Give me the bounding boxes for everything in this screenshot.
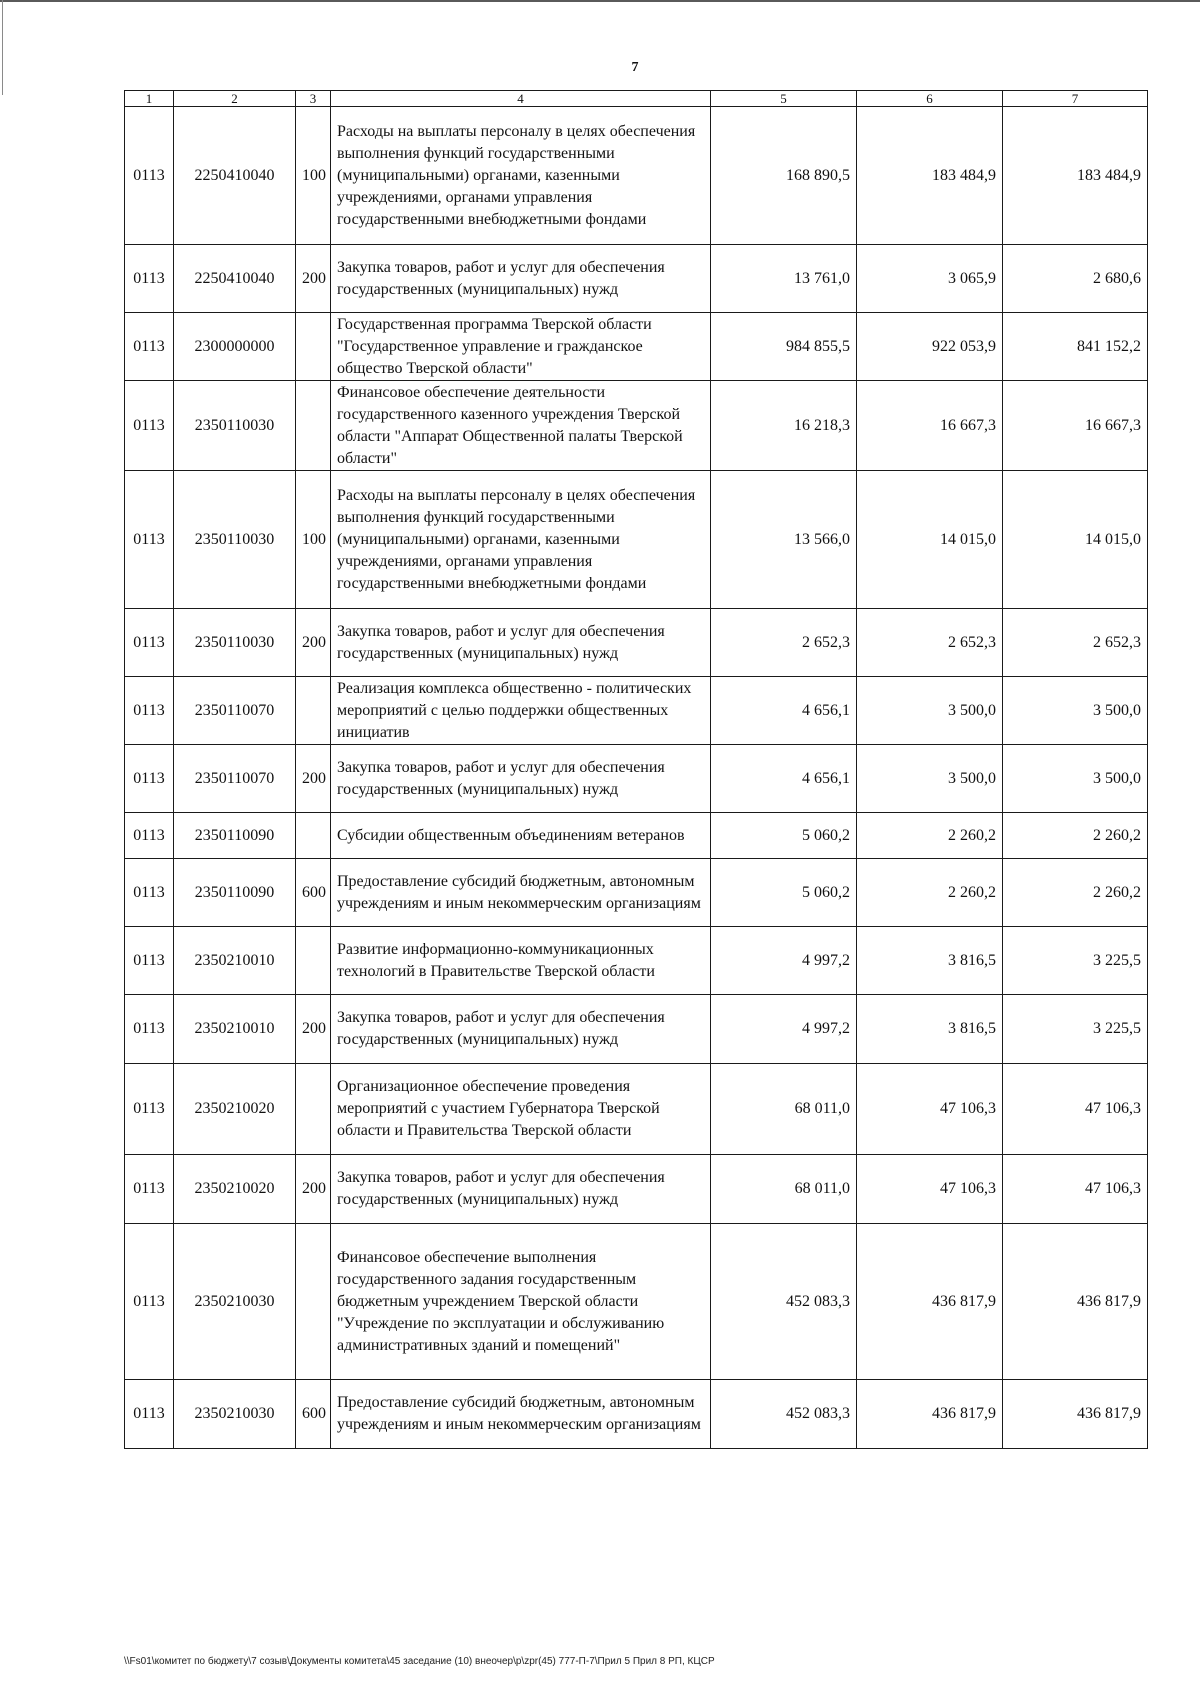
file-path-footer: \\Fs01\комитет по бюджету\7 созыв\Документы комитета\45 заседание (10) внеочер\р\zрr(45) 777-П-7\Прил 5 Прил 8 РП, КЦСР bbox=[124, 1656, 715, 1667]
section-cell: 0113 bbox=[125, 609, 174, 677]
table-row bbox=[125, 1380, 1148, 1449]
amount-cell: 14 015,0 bbox=[857, 471, 1003, 609]
target-code-cell: 2350210020 bbox=[174, 1155, 296, 1224]
amount-cell: 47 106,3 bbox=[1003, 1064, 1148, 1155]
amount-cell: 16 218,3 bbox=[711, 381, 857, 471]
expense-type-cell bbox=[296, 927, 331, 995]
amount-cell: 47 106,3 bbox=[857, 1155, 1003, 1224]
amount-cell: 2 652,3 bbox=[1003, 609, 1148, 677]
section-cell: 0113 bbox=[125, 1064, 174, 1155]
table-row bbox=[125, 1064, 1148, 1155]
amount-cell: 3 500,0 bbox=[857, 745, 1003, 813]
expense-type-cell: 200 bbox=[296, 1155, 331, 1224]
column-header: 2 bbox=[174, 91, 296, 107]
amount-cell: 984 855,5 bbox=[711, 313, 857, 381]
section-cell: 0113 bbox=[125, 859, 174, 927]
amount-cell: 47 106,3 bbox=[1003, 1155, 1148, 1224]
target-code-cell: 2350110070 bbox=[174, 745, 296, 813]
column-header: 1 bbox=[125, 91, 174, 107]
expense-type-cell bbox=[296, 1224, 331, 1380]
name-cell: Закупка товаров, работ и услуг для обеспечения государственных (муниципальных) нужд bbox=[331, 245, 711, 313]
name-cell: Закупка товаров, работ и услуг для обеспечения государственных (муниципальных) нужд bbox=[331, 1155, 711, 1224]
target-code-cell: 2350210030 bbox=[174, 1224, 296, 1380]
name-cell: Предоставление субсидий бюджетным, автономным учреждениям и иным некоммерческим организациям bbox=[331, 1380, 711, 1449]
target-code-cell: 2250410040 bbox=[174, 245, 296, 313]
amount-cell: 2 680,6 bbox=[1003, 245, 1148, 313]
section-cell: 0113 bbox=[125, 471, 174, 609]
expense-type-cell: 100 bbox=[296, 107, 331, 245]
amount-cell: 3 500,0 bbox=[1003, 745, 1148, 813]
target-code-cell: 2350210010 bbox=[174, 927, 296, 995]
expense-type-cell bbox=[296, 677, 331, 745]
amount-cell: 2 652,3 bbox=[857, 609, 1003, 677]
amount-cell: 4 997,2 bbox=[711, 995, 857, 1064]
expense-type-cell bbox=[296, 313, 331, 381]
target-code-cell: 2350210010 bbox=[174, 995, 296, 1064]
section-cell: 0113 bbox=[125, 927, 174, 995]
amount-cell: 183 484,9 bbox=[857, 107, 1003, 245]
column-header: 4 bbox=[331, 91, 711, 107]
table-row bbox=[125, 813, 1148, 859]
section-cell: 0113 bbox=[125, 245, 174, 313]
section-cell: 0113 bbox=[125, 1155, 174, 1224]
target-code-cell: 2350110030 bbox=[174, 381, 296, 471]
name-cell: Субсидии общественным объединениям ветеранов bbox=[331, 813, 711, 859]
amount-cell: 452 083,3 bbox=[711, 1380, 857, 1449]
amount-cell: 13 761,0 bbox=[711, 245, 857, 313]
name-cell: Организационное обеспечение проведения мероприятий с участием Губернатора Тверской области и Правительства Тверской области bbox=[331, 1064, 711, 1155]
amount-cell: 5 060,2 bbox=[711, 813, 857, 859]
expense-type-cell: 200 bbox=[296, 745, 331, 813]
target-code-cell: 2350210020 bbox=[174, 1064, 296, 1155]
expense-type-cell: 600 bbox=[296, 1380, 331, 1449]
amount-cell: 436 817,9 bbox=[1003, 1380, 1148, 1449]
amount-cell: 3 225,5 bbox=[1003, 995, 1148, 1064]
amount-cell: 452 083,3 bbox=[711, 1224, 857, 1380]
section-cell: 0113 bbox=[125, 1380, 174, 1449]
amount-cell: 2 652,3 bbox=[711, 609, 857, 677]
column-header: 3 bbox=[296, 91, 331, 107]
section-cell: 0113 bbox=[125, 745, 174, 813]
amount-cell: 436 817,9 bbox=[1003, 1224, 1148, 1380]
budget-table bbox=[124, 90, 1148, 1449]
amount-cell: 841 152,2 bbox=[1003, 313, 1148, 381]
column-header: 5 bbox=[711, 91, 857, 107]
amount-cell: 2 260,2 bbox=[857, 813, 1003, 859]
amount-cell: 3 816,5 bbox=[857, 927, 1003, 995]
expense-type-cell: 200 bbox=[296, 995, 331, 1064]
expense-type-cell: 200 bbox=[296, 609, 331, 677]
amount-cell: 2 260,2 bbox=[857, 859, 1003, 927]
table-row bbox=[125, 381, 1148, 471]
amount-cell: 2 260,2 bbox=[1003, 813, 1148, 859]
scan-edge-left bbox=[2, 0, 3, 95]
table-row bbox=[125, 859, 1148, 927]
amount-cell: 3 225,5 bbox=[1003, 927, 1148, 995]
table-row bbox=[125, 1155, 1148, 1224]
section-cell: 0113 bbox=[125, 995, 174, 1064]
target-code-cell: 2300000000 bbox=[174, 313, 296, 381]
expense-type-cell bbox=[296, 1064, 331, 1155]
table-row bbox=[125, 313, 1148, 381]
target-code-cell: 2350110070 bbox=[174, 677, 296, 745]
table-row bbox=[125, 609, 1148, 677]
section-cell: 0113 bbox=[125, 381, 174, 471]
amount-cell: 436 817,9 bbox=[857, 1224, 1003, 1380]
name-cell: Расходы на выплаты персоналу в целях обеспечения выполнения функций государственными (муниципальными) органами, казенными учреждениями, органами управления государственными внебюджетными фондами bbox=[331, 471, 711, 609]
amount-cell: 16 667,3 bbox=[857, 381, 1003, 471]
amount-cell: 3 500,0 bbox=[1003, 677, 1148, 745]
amount-cell: 3 065,9 bbox=[857, 245, 1003, 313]
expense-type-cell: 100 bbox=[296, 471, 331, 609]
expense-type-cell bbox=[296, 381, 331, 471]
table-row bbox=[125, 471, 1148, 609]
table-row bbox=[125, 107, 1148, 245]
amount-cell: 3 816,5 bbox=[857, 995, 1003, 1064]
page-number: 7 bbox=[631, 60, 639, 75]
amount-cell: 436 817,9 bbox=[857, 1380, 1003, 1449]
column-header: 6 bbox=[857, 91, 1003, 107]
name-cell: Закупка товаров, работ и услуг для обеспечения государственных (муниципальных) нужд bbox=[331, 745, 711, 813]
table-row bbox=[125, 995, 1148, 1064]
amount-cell: 5 060,2 bbox=[711, 859, 857, 927]
name-cell: Реализация комплекса общественно - политических мероприятий с целью поддержки общественных инициатив bbox=[331, 677, 711, 745]
name-cell: Государственная программа Тверской области "Государственное управление и гражданское общество Тверской области" bbox=[331, 313, 711, 381]
table-row bbox=[125, 1224, 1148, 1380]
expense-type-cell: 200 bbox=[296, 245, 331, 313]
target-code-cell: 2250410040 bbox=[174, 107, 296, 245]
amount-cell: 13 566,0 bbox=[711, 471, 857, 609]
section-cell: 0113 bbox=[125, 677, 174, 745]
amount-cell: 168 890,5 bbox=[711, 107, 857, 245]
amount-cell: 47 106,3 bbox=[857, 1064, 1003, 1155]
section-cell: 0113 bbox=[125, 313, 174, 381]
target-code-cell: 2350110030 bbox=[174, 471, 296, 609]
amount-cell: 183 484,9 bbox=[1003, 107, 1148, 245]
name-cell: Финансовое обеспечение выполнения государственного задания государственным бюджетным учреждением Тверской области "Учреждение по эксплуатации и обслуживанию административных зданий и помещений" bbox=[331, 1224, 711, 1380]
expense-type-cell: 600 bbox=[296, 859, 331, 927]
target-code-cell: 2350110090 bbox=[174, 813, 296, 859]
target-code-cell: 2350210030 bbox=[174, 1380, 296, 1449]
section-cell: 0113 bbox=[125, 107, 174, 245]
name-cell: Предоставление субсидий бюджетным, автономным учреждениям и иным некоммерческим организациям bbox=[331, 859, 711, 927]
header-row bbox=[125, 91, 1148, 107]
section-cell: 0113 bbox=[125, 1224, 174, 1380]
amount-cell: 4 656,1 bbox=[711, 745, 857, 813]
amount-cell: 2 260,2 bbox=[1003, 859, 1148, 927]
section-cell: 0113 bbox=[125, 813, 174, 859]
table-row bbox=[125, 245, 1148, 313]
scan-edge-top bbox=[0, 0, 1200, 2]
target-code-cell: 2350110030 bbox=[174, 609, 296, 677]
table-row bbox=[125, 927, 1148, 995]
amount-cell: 68 011,0 bbox=[711, 1064, 857, 1155]
amount-cell: 3 500,0 bbox=[857, 677, 1003, 745]
amount-cell: 68 011,0 bbox=[711, 1155, 857, 1224]
amount-cell: 16 667,3 bbox=[1003, 381, 1148, 471]
target-code-cell: 2350110090 bbox=[174, 859, 296, 927]
amount-cell: 4 997,2 bbox=[711, 927, 857, 995]
table-row bbox=[125, 677, 1148, 745]
table-row bbox=[125, 745, 1148, 813]
name-cell: Закупка товаров, работ и услуг для обеспечения государственных (муниципальных) нужд bbox=[331, 609, 711, 677]
column-header: 7 bbox=[1003, 91, 1148, 107]
name-cell: Развитие информационно-коммуникационных технологий в Правительстве Тверской области bbox=[331, 927, 711, 995]
name-cell: Закупка товаров, работ и услуг для обеспечения государственных (муниципальных) нужд bbox=[331, 995, 711, 1064]
amount-cell: 4 656,1 bbox=[711, 677, 857, 745]
amount-cell: 922 053,9 bbox=[857, 313, 1003, 381]
amount-cell: 14 015,0 bbox=[1003, 471, 1148, 609]
expense-type-cell bbox=[296, 813, 331, 859]
name-cell: Расходы на выплаты персоналу в целях обеспечения выполнения функций государственными (муниципальными) органами, казенными учреждениями, органами управления государственными внебюджетными фондами bbox=[331, 107, 711, 245]
name-cell: Финансовое обеспечение деятельности государственного казенного учреждения Тверской области "Аппарат Общественной палаты Тверской области" bbox=[331, 381, 711, 471]
